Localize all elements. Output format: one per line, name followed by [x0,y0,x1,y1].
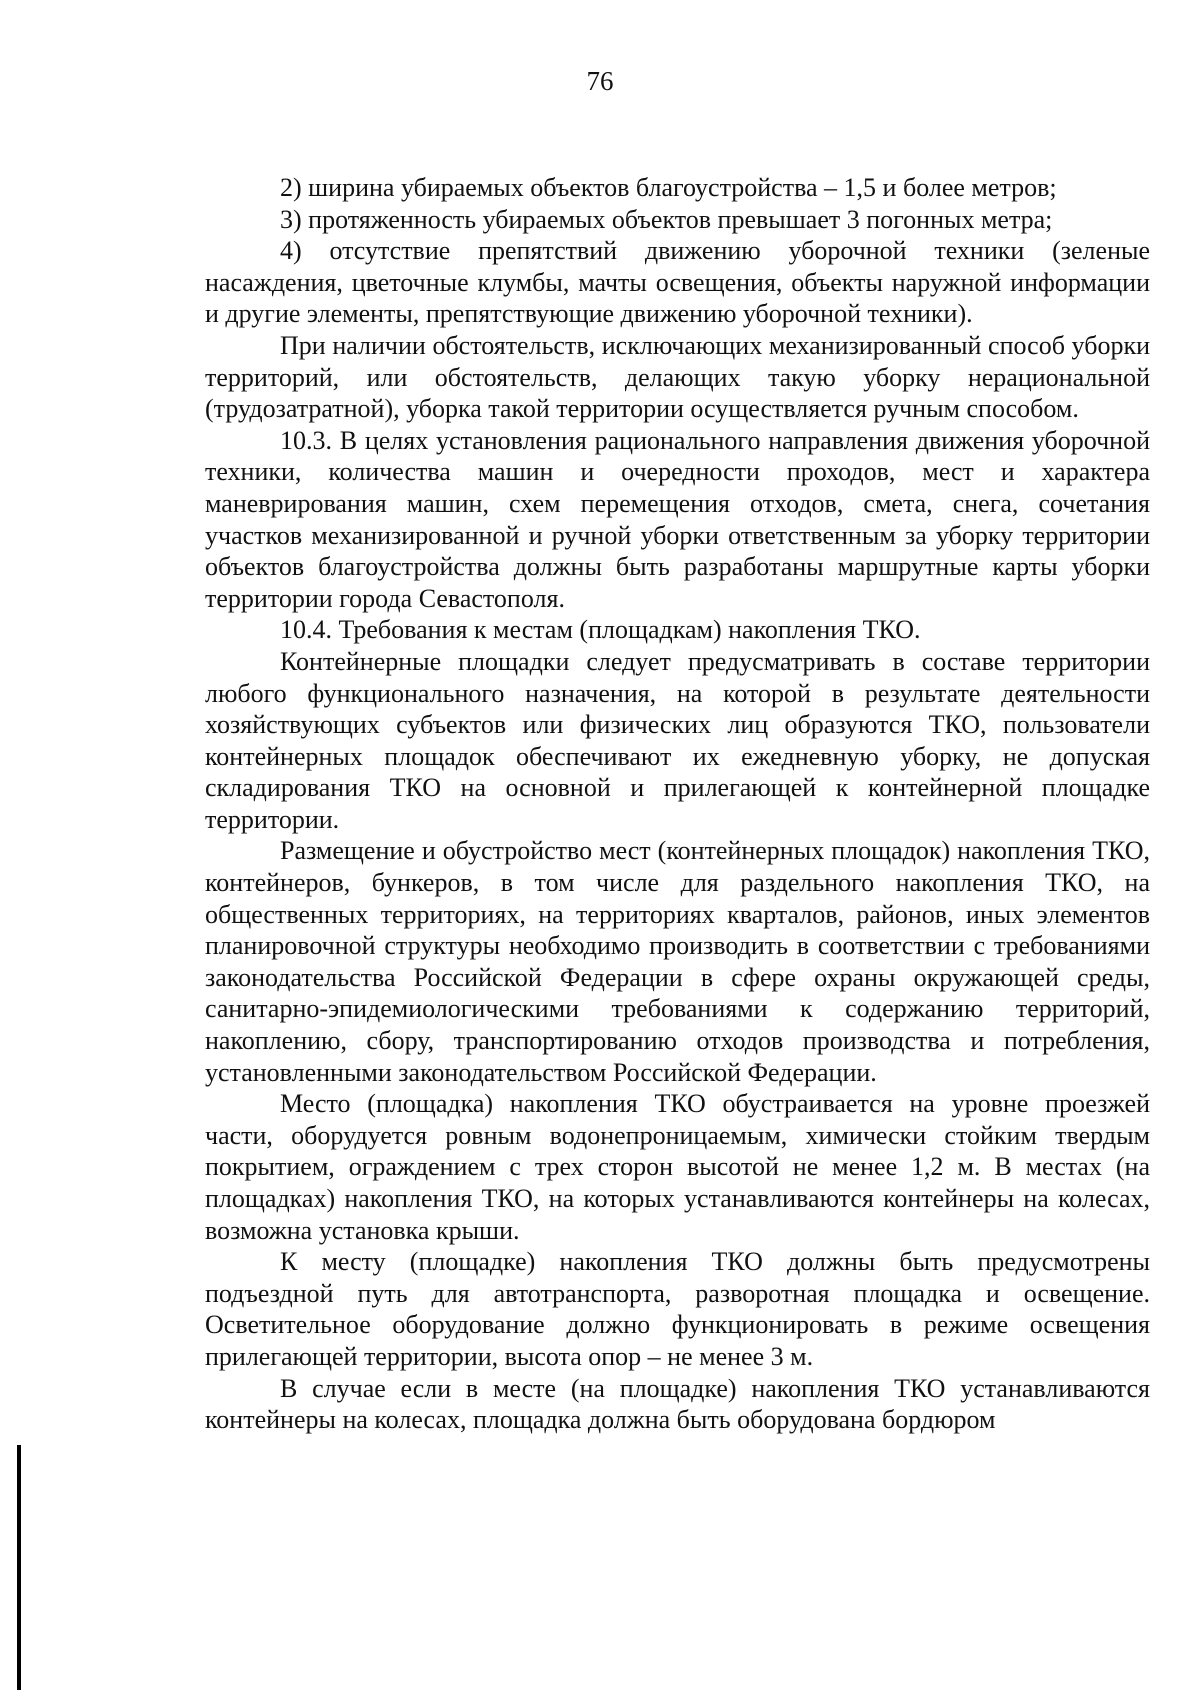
paragraph-container-sites: Контейнерные площадки следует предусматривать в составе территории любого функционального назначения, на которой в результате деятельности хозяйствующих субъектов или физических лиц образуются ТКО, пользователи контейнерных площадок обеспечивают их ежедневную уборку, не допуская складирования ТКО на основной и прилегающей к контейнерной площадке территории. [205,646,1150,834]
paragraph-site-construction: Место (площадка) накопления ТКО обустраивается на уровне проезжей части, оборудуется ровным водонепроницаемым, химически стойким твердым покрытием, ограждением с трех сторон высотой не менее 1,2 м. В местах (на площадках) накопления ТКО, на которых устанавливаются контейнеры на колесах, возможна установка крыши. [205,1089,1150,1245]
paragraph-item-3: 3) протяженность убираемых объектов превышает 3 погонных метра; [280,204,1053,234]
page-number: 76 [586,66,614,96]
paragraph-manual-cleaning: При наличии обстоятельств, исключающих механизированный способ уборки территорий, или обстоятельств, делающих такую уборку нерациональной (трудозатратной), уборка такой территории осуществляется ручным способом. [205,330,1150,424]
scan-margin-line [17,1445,21,1690]
paragraph-10-3: 10.3. В целях установления рационального направления движения уборочной техники, количества машин и очередности проходов, мест и характера маневрирования машин, схем перемещения отходов, смета, снега, сочетания участков механизированной и ручной уборки ответственным за уборку территории объектов благоустройства должны быть разработаны маршрутные карты уборки территории города Севастополя. [205,425,1150,613]
paragraph-10-4-heading: 10.4. Требования к местам (площадкам) накопления ТКО. [280,615,921,645]
document-body [205,172,1150,1436]
paragraph-placement: Размещение и обустройство мест (контейнерных площадок) накопления ТКО, контейнеров, бункеров, в том числе для раздельного накопления ТКО, на общественных территориях, на территориях кварталов, районов, иных элементов планировочной структуры необходимо производить в соответствии с требованиями законодательства Российской Федерации в сфере охраны окружающей среды, санитарно-эпидемиологическими требованиями к содержанию территорий, накоплению, сбору, транспортированию отходов производства и потребления, установленными законодательством Российской Федерации. [205,836,1150,1087]
paragraph-access-road: К месту (площадке) накопления ТКО должны быть предусмотрены подъездной путь для автотранспорта, разворотная площадка и освещение. Осветительное оборудование должно функционировать в режиме освещения прилегающей территории, высота опор – не менее 3 м. [205,1247,1150,1371]
paragraph-wheeled-containers: В случае если в месте (на площадке) накопления ТКО устанавливаются контейнеры на колесах, площадка должна быть оборудована бордюром [205,1373,1150,1435]
paragraph-item-2: 2) ширина убираемых объектов благоустройства – 1,5 и более метров; [280,173,1057,202]
paragraph-item-4: 4) отсутствие препятствий движению уборочной техники (зеленые насаждения, цветочные клумбы, мачты освещения, объекты наружной информации и другие элементы, препятствующие движению уборочной техники). [205,236,1150,329]
